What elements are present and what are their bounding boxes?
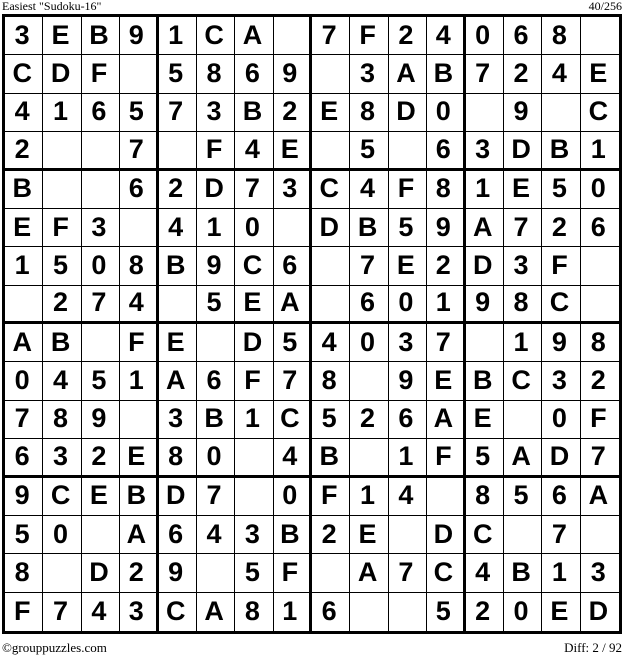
grid-cell-r10c1: 0	[5, 362, 43, 400]
grid-cell-r6c14: 7	[504, 209, 542, 247]
grid-cell-r15c2	[43, 554, 81, 592]
grid-cell-r2c3: F	[82, 55, 120, 93]
grid-cell-r10c9: 8	[312, 362, 350, 400]
grid-cell-r8c6: 5	[197, 286, 235, 324]
grid-cell-r14c4: A	[120, 516, 158, 554]
grid-cell-r2c1: C	[5, 55, 43, 93]
grid-cell-r7c6: 9	[197, 247, 235, 285]
grid-cell-r12c4: E	[120, 439, 158, 477]
grid-cell-r14c2: 0	[43, 516, 81, 554]
grid-cell-r2c4	[120, 55, 158, 93]
grid-cell-r13c11: 4	[389, 478, 427, 516]
grid-cell-r6c11: 5	[389, 209, 427, 247]
puzzle-title: Easiest "Sudoku-16"	[2, 0, 102, 13]
grid-cell-r13c3: E	[82, 478, 120, 516]
grid-cell-r12c12: F	[427, 439, 465, 477]
grid-cell-r3c1: 4	[5, 94, 43, 132]
grid-cell-r7c7: C	[235, 247, 273, 285]
grid-cell-r2c13: 7	[466, 55, 504, 93]
grid-cell-r13c12	[427, 478, 465, 516]
grid-cell-r10c14: C	[504, 362, 542, 400]
grid-cell-r13c15: 6	[542, 478, 580, 516]
grid-cell-r4c1: 2	[5, 132, 43, 170]
grid-cell-r9c2: B	[43, 324, 81, 362]
grid-cell-r11c6: B	[197, 401, 235, 439]
page-footer	[2, 640, 622, 658]
grid-cell-r4c5	[159, 132, 197, 170]
grid-cell-r3c14: 9	[504, 94, 542, 132]
grid-cell-r7c11: E	[389, 247, 427, 285]
grid-cell-r4c9	[312, 132, 350, 170]
grid-cell-r11c3: 9	[82, 401, 120, 439]
grid-cell-r8c10: 6	[350, 286, 388, 324]
grid-cell-r14c13: C	[466, 516, 504, 554]
grid-cell-r16c15: E	[542, 593, 580, 631]
grid-cell-r2c6: 8	[197, 55, 235, 93]
grid-cell-r10c4: 1	[120, 362, 158, 400]
grid-cell-r9c15: 9	[542, 324, 580, 362]
grid-cell-r11c12: A	[427, 401, 465, 439]
grid-cell-r5c6: D	[197, 171, 235, 209]
grid-cell-r14c5: 6	[159, 516, 197, 554]
grid-cell-r9c9: 4	[312, 324, 350, 362]
grid-cell-r4c3	[82, 132, 120, 170]
grid-cell-r3c12: 0	[427, 94, 465, 132]
grid-cell-r4c11	[389, 132, 427, 170]
grid-cell-r1c14: 6	[504, 17, 542, 55]
grid-cell-r1c11: 2	[389, 17, 427, 55]
grid-cell-r2c8: 9	[274, 55, 312, 93]
grid-cell-r10c16: 2	[581, 362, 619, 400]
grid-cell-r6c5: 4	[159, 209, 197, 247]
grid-cell-r9c16: 8	[581, 324, 619, 362]
grid-cell-r8c5	[159, 286, 197, 324]
grid-cell-r7c12: 2	[427, 247, 465, 285]
grid-cell-r12c3: 2	[82, 439, 120, 477]
grid-cell-r6c10: B	[350, 209, 388, 247]
grid-cell-r1c3: B	[82, 17, 120, 55]
grid-cell-r13c16: A	[581, 478, 619, 516]
grid-cell-r13c2: C	[43, 478, 81, 516]
grid-cell-r15c10: A	[350, 554, 388, 592]
grid-cell-r16c4: 3	[120, 593, 158, 631]
grid-cell-r7c15: F	[542, 247, 580, 285]
grid-cell-r13c13: 8	[466, 478, 504, 516]
grid-cell-r14c3	[82, 516, 120, 554]
grid-cell-r11c16: F	[581, 401, 619, 439]
grid-cell-r7c9	[312, 247, 350, 285]
grid-cell-r12c16: 7	[581, 439, 619, 477]
grid-cell-r8c8: A	[274, 286, 312, 324]
grid-cell-r6c6: 1	[197, 209, 235, 247]
grid-cell-r11c2: 8	[43, 401, 81, 439]
grid-cell-r3c10: 8	[350, 94, 388, 132]
grid-cell-r4c8: E	[274, 132, 312, 170]
page-header	[2, 0, 622, 14]
grid-cell-r1c10: F	[350, 17, 388, 55]
grid-cell-r7c4: 8	[120, 247, 158, 285]
grid-cell-r3c6: 3	[197, 94, 235, 132]
grid-cell-r7c13: D	[466, 247, 504, 285]
grid-cell-r4c6: F	[197, 132, 235, 170]
grid-cell-r5c12: 8	[427, 171, 465, 209]
grid-cell-r16c13: 2	[466, 593, 504, 631]
copyright-icon: ©	[2, 640, 12, 655]
grid-cell-r4c16: 1	[581, 132, 619, 170]
grid-cell-r6c8	[274, 209, 312, 247]
grid-cell-r3c15	[542, 94, 580, 132]
grid-cell-r11c11: 6	[389, 401, 427, 439]
grid-cell-r15c11: 7	[389, 554, 427, 592]
grid-cell-r1c8	[274, 17, 312, 55]
grid-cell-r9c4: F	[120, 324, 158, 362]
grid-cell-r9c12: 7	[427, 324, 465, 362]
grid-cell-r9c10: 0	[350, 324, 388, 362]
grid-cell-r5c3	[82, 171, 120, 209]
grid-cell-r2c15: 4	[542, 55, 580, 93]
grid-cell-r9c5: E	[159, 324, 197, 362]
grid-cell-r16c11	[389, 593, 427, 631]
grid-cell-r5c16: 0	[581, 171, 619, 209]
grid-cell-r15c1: 8	[5, 554, 43, 592]
grid-cell-r11c4	[120, 401, 158, 439]
grid-cell-r9c6	[197, 324, 235, 362]
copyright-site: grouppuzzles.com	[11, 640, 107, 655]
grid-cell-r3c3: 6	[82, 94, 120, 132]
grid-cell-r12c2: 3	[43, 439, 81, 477]
grid-cell-r3c9: E	[312, 94, 350, 132]
grid-cell-r9c14: 1	[504, 324, 542, 362]
grid-cell-r15c4: 2	[120, 554, 158, 592]
grid-cell-r14c8: B	[274, 516, 312, 554]
grid-cell-r4c7: 4	[235, 132, 273, 170]
grid-cell-r5c15: 5	[542, 171, 580, 209]
grid-cell-r10c15: 3	[542, 362, 580, 400]
grid-cell-r15c5: 9	[159, 554, 197, 592]
grid-cell-r1c6: C	[197, 17, 235, 55]
grid-cell-r5c4: 6	[120, 171, 158, 209]
grid-cell-r8c4: 4	[120, 286, 158, 324]
grid-cell-r10c7: F	[235, 362, 273, 400]
grid-cell-r13c5: D	[159, 478, 197, 516]
grid-cell-r3c16: C	[581, 94, 619, 132]
grid-cell-r3c11: D	[389, 94, 427, 132]
grid-cell-r6c9: D	[312, 209, 350, 247]
grid-cell-r10c13: B	[466, 362, 504, 400]
grid-cell-r1c7: A	[235, 17, 273, 55]
grid-cell-r14c16	[581, 516, 619, 554]
grid-cell-r16c5: C	[159, 593, 197, 631]
grid-cell-r9c1: A	[5, 324, 43, 362]
grid-cell-r9c11: 3	[389, 324, 427, 362]
grid-cell-r5c8: 3	[274, 171, 312, 209]
grid-cell-r12c11: 1	[389, 439, 427, 477]
difficulty-label: Diff: 2 / 92	[564, 640, 622, 655]
grid-cell-r10c12: E	[427, 362, 465, 400]
grid-cell-r15c7: 5	[235, 554, 273, 592]
grid-cell-r14c6: 4	[197, 516, 235, 554]
grid-cell-r13c6: 7	[197, 478, 235, 516]
grid-cell-r7c1: 1	[5, 247, 43, 285]
grid-cell-r11c13: E	[466, 401, 504, 439]
grid-cell-r4c13: 3	[466, 132, 504, 170]
grid-cell-r16c2: 7	[43, 593, 81, 631]
grid-cell-r9c8: 5	[274, 324, 312, 362]
grid-cell-r16c1: F	[5, 593, 43, 631]
grid-cell-r12c13: 5	[466, 439, 504, 477]
grid-cell-r16c3: 4	[82, 593, 120, 631]
grid-cell-r3c7: B	[235, 94, 273, 132]
grid-cell-r2c2: D	[43, 55, 81, 93]
grid-cell-r13c1: 9	[5, 478, 43, 516]
grid-cell-r6c13: A	[466, 209, 504, 247]
grid-cell-r11c7: 1	[235, 401, 273, 439]
grid-cell-r6c12: 9	[427, 209, 465, 247]
grid-cell-r3c4: 5	[120, 94, 158, 132]
grid-cell-r10c10	[350, 362, 388, 400]
grid-cell-r3c8: 2	[274, 94, 312, 132]
grid-cell-r11c14	[504, 401, 542, 439]
grid-cell-r7c14: 3	[504, 247, 542, 285]
grid-cell-r14c12: D	[427, 516, 465, 554]
grid-cell-r5c2	[43, 171, 81, 209]
grid-cell-r4c15: B	[542, 132, 580, 170]
grid-cell-r1c2: E	[43, 17, 81, 55]
grid-cell-r9c7: D	[235, 324, 273, 362]
grid-cell-r16c16: D	[588, 595, 609, 626]
grid-cell-r11c9: 5	[312, 401, 350, 439]
grid-cell-r15c8: F	[274, 554, 312, 592]
grid-cell-r5c11: F	[389, 171, 427, 209]
grid-cell-r5c9: C	[312, 171, 350, 209]
grid-cell-r8c1	[5, 286, 43, 324]
grid-cell-r6c4	[120, 209, 158, 247]
grid-cell-r12c1: 6	[5, 439, 43, 477]
grid-cell-r8c15: C	[542, 286, 580, 324]
grid-cell-r1c15: 8	[542, 17, 580, 55]
grid-cell-r13c8: 0	[274, 478, 312, 516]
grid-cell-r8c16	[581, 286, 619, 324]
grid-cell-r7c8: 6	[274, 247, 312, 285]
grid-cell-r6c7: 0	[235, 209, 273, 247]
grid-cell-r11c8: C	[274, 401, 312, 439]
grid-cell-r10c8: 7	[274, 362, 312, 400]
grid-cell-r12c8: 4	[274, 439, 312, 477]
grid-cell-r15c15: 1	[542, 554, 580, 592]
grid-cell-r12c5: 8	[159, 439, 197, 477]
grid-cell-r2c12: B	[427, 55, 465, 93]
grid-cell-r8c13: 9	[466, 286, 504, 324]
grid-cell-r2c10: 3	[350, 55, 388, 93]
grid-cell-r11c5: 3	[159, 401, 197, 439]
grid-cell-r8c14: 8	[504, 286, 542, 324]
grid-cell-r16c12: 5	[427, 593, 465, 631]
grid-cell-r4c14: D	[504, 132, 542, 170]
grid-cell-r4c12: 6	[427, 132, 465, 170]
grid-cell-r16c14: 0	[504, 593, 542, 631]
grid-cell-r2c11: A	[389, 55, 427, 93]
grid-cell-r9c13	[466, 324, 504, 362]
grid-cell-r16c9: 6	[312, 593, 350, 631]
grid-cell-r6c15: 2	[542, 209, 580, 247]
grid-cell-r14c11	[389, 516, 427, 554]
grid-cell-r12c10	[350, 439, 388, 477]
grid-cell-r5c10: 4	[350, 171, 388, 209]
grid-cell-r13c7	[235, 478, 273, 516]
grid-cell-r11c10: 2	[350, 401, 388, 439]
grid-cell-r4c10: 5	[350, 132, 388, 170]
grid-cell-r14c1: 5	[5, 516, 43, 554]
grid-cell-r5c5: 2	[159, 171, 197, 209]
grid-cell-r5c1: B	[5, 171, 43, 209]
grid-cell-r6c3: 3	[82, 209, 120, 247]
grid-cell-r1c12: 4	[427, 17, 465, 55]
grid-cell-r1c5: 1	[159, 17, 197, 55]
grid-cell-r8c9	[312, 286, 350, 324]
grid-cell-r7c3: 0	[82, 247, 120, 285]
grid-cell-r7c2: 5	[43, 247, 81, 285]
grid-cell-r1c1: 3	[5, 17, 43, 55]
grid-cell-r13c9: F	[312, 478, 350, 516]
grid-cell-r10c5: A	[159, 362, 197, 400]
grid-cell-r14c14	[504, 516, 542, 554]
grid-cell-r15c6	[197, 554, 235, 592]
grid-cell-r3c13	[466, 94, 504, 132]
grid-cell-r5c13: 1	[466, 171, 504, 209]
grid-cell-r12c9: B	[312, 439, 350, 477]
grid-cell-r7c5: B	[159, 247, 197, 285]
grid-cell-r4c2	[43, 132, 81, 170]
grid-cell-r8c2: 2	[43, 286, 81, 324]
grid-cell-r7c16	[581, 247, 619, 285]
puzzle-counter: 40/256	[588, 0, 622, 13]
grid-cell-r15c3: D	[82, 554, 120, 592]
grid-cell-r3c2: 1	[43, 94, 81, 132]
grid-cell-r11c15: 0	[542, 401, 580, 439]
grid-cell-r6c1: E	[5, 209, 43, 247]
grid-cell-r1c16	[581, 17, 619, 55]
grid-cell-r8c12: 1	[427, 286, 465, 324]
grid-cell-r1c9: 7	[312, 17, 350, 55]
grid-cell-r13c4: B	[120, 478, 158, 516]
grid-cell-r10c11: 9	[389, 362, 427, 400]
grid-cell-r6c2: F	[43, 209, 81, 247]
grid-cell-r7c10: 7	[350, 247, 388, 285]
grid-cell-r16c10	[350, 593, 388, 631]
grid-cell-r14c15: 7	[542, 516, 580, 554]
grid-cell-r15c9	[312, 554, 350, 592]
grid-cell-r5c14: E	[504, 171, 542, 209]
grid-cell-r12c15: D	[542, 439, 580, 477]
grid-cell-r10c3: 5	[82, 362, 120, 400]
grid-cell-r13c14: 5	[504, 478, 542, 516]
grid-cell-r13c10: 1	[350, 478, 388, 516]
grid-cell-r14c10: E	[350, 516, 388, 554]
grid-cell-r15c14: B	[504, 554, 542, 592]
grid-cell-r6c16: 6	[581, 209, 619, 247]
grid-cell-r10c2: 4	[43, 362, 81, 400]
grid-cell-r15c12: C	[427, 554, 465, 592]
copyright	[2, 640, 107, 655]
grid-cell-r2c5: 5	[159, 55, 197, 93]
grid-cell-r11c1: 7	[5, 401, 43, 439]
grid-cell-r1c4: 9	[120, 17, 158, 55]
grid-cell-r1c13: 0	[466, 17, 504, 55]
grid-cell-r8c11: 0	[389, 286, 427, 324]
grid-cell-r14c7: 3	[235, 516, 273, 554]
grid-cell-r14c9: 2	[312, 516, 350, 554]
sudoku-grid	[2, 14, 622, 634]
grid-cell-r2c14: 2	[504, 55, 542, 93]
grid-cell-r2c7: 6	[235, 55, 273, 93]
grid-cell-r12c7	[235, 439, 273, 477]
grid-cell-r12c14: A	[504, 439, 542, 477]
grid-cell-r16c8: 1	[274, 593, 312, 631]
grid-cell-r16c7: 8	[235, 593, 273, 631]
grid-cell-r15c16: 3	[581, 554, 619, 592]
grid-cell-r16c6: A	[197, 593, 235, 631]
grid-cell-r2c16: E	[581, 55, 619, 93]
grid-cell-r12c6: 0	[197, 439, 235, 477]
grid-cell-r5c7: 7	[235, 171, 273, 209]
grid-cell-r3c5: 7	[159, 94, 197, 132]
grid-cell-r15c13: 4	[466, 554, 504, 592]
grid-cell-r8c7: E	[235, 286, 273, 324]
grid-cell-r9c3	[82, 324, 120, 362]
grid-cell-r8c3: 7	[82, 286, 120, 324]
grid-cell-r4c4: 7	[120, 132, 158, 170]
grid-cell-r2c9	[312, 55, 350, 93]
grid-cell-r10c6: 6	[197, 362, 235, 400]
